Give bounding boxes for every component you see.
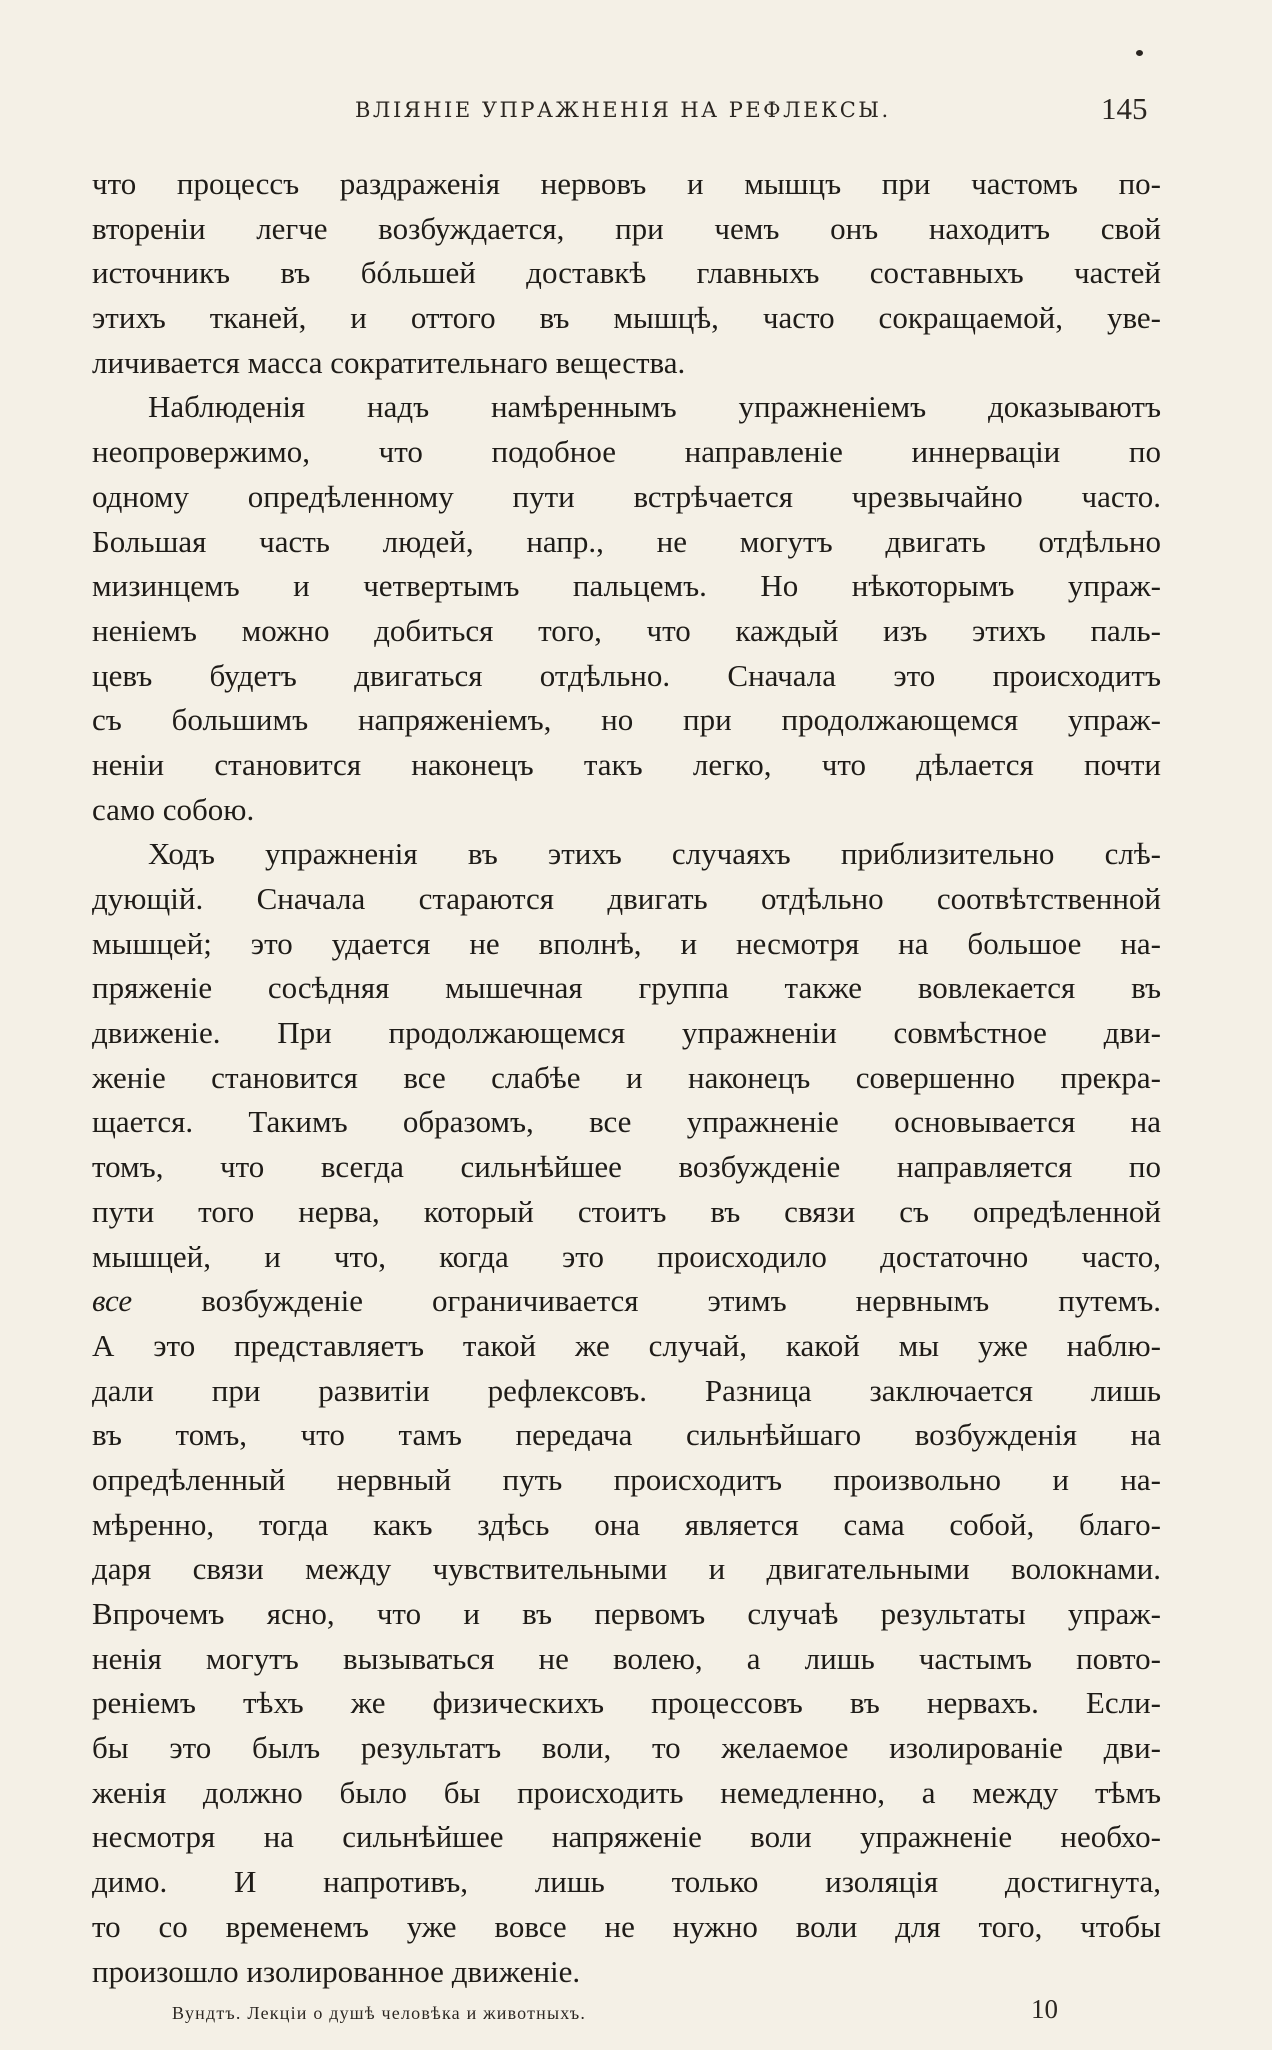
text-line: дали при развитіи рефлексовъ. Разница заключается лишь: [92, 1372, 1161, 1408]
text-line: источникъ въ бóльшей доставкѣ главныхъ составныхъ частей: [92, 255, 1161, 291]
text-line: движеніе. При продолжающемся упражненіи совмѣстное дви-: [92, 1015, 1161, 1051]
text-line: дующій. Сначала стараются двигать отдѣльно соотвѣтственной: [92, 881, 1161, 916]
text-line: само собою.: [92, 791, 255, 827]
emphasized-word: все: [92, 1283, 133, 1319]
text-line: произошло изолированное движеніе.: [92, 1953, 581, 1989]
paragraph-first-line: Наблюденія надъ намѣреннымъ упражненіемъ доказываютъ: [148, 389, 1161, 425]
text-line: даря связи между чувствительными и двигательными волокнами.: [92, 1551, 1161, 1587]
text-line: димо. И напротивъ, лишь только изоляція достигнута,: [92, 1864, 1161, 1900]
text-line: пряженіе сосѣдняя мышечная группа также вовлекается въ: [92, 970, 1161, 1006]
text-line: А это представляетъ такой же случай, какой мы уже наблю-: [92, 1327, 1161, 1363]
text-line: томъ, что всегда сильнѣйшее возбужденіе направляется по: [92, 1149, 1161, 1185]
text-line: мѣренно, тогда какъ здѣсь она является сама собой, благо-: [92, 1506, 1161, 1542]
text-line: щается. Такимъ образомъ, все упражненіе основывается на: [92, 1104, 1161, 1140]
signature-number: 10: [1031, 1994, 1058, 2024]
text-line: въ томъ, что тамъ передача сильнѣйшаго возбужденія на: [92, 1417, 1161, 1453]
text-line: то со временемъ уже вовсе не нужно воли для того, чтобы: [92, 1908, 1161, 1944]
text-line: женіе становится все слабѣе и наконецъ совершенно прекра-: [92, 1059, 1161, 1095]
text-line: опредѣленный нервный путь происходитъ произвольно и на-: [92, 1461, 1161, 1497]
text-line: несмотря на сильнѣйшее напряженіе воли упражненіе необхо-: [92, 1819, 1161, 1855]
text-line: втореніи легче возбуждается, при чемъ онъ находитъ свой: [92, 210, 1161, 246]
running-title: ВЛІЯНІЕ УПРАЖНЕНІЯ НА РЕФЛЕКСЫ.: [355, 98, 891, 122]
text-line: этихъ тканей, и оттого въ мышцѣ, часто сокращаемой, уве-: [92, 300, 1161, 336]
text-line: женія должно было бы происходить немедленно, а между тѣмъ: [92, 1774, 1161, 1810]
paragraph-first-line: Ходъ упражненія въ этихъ случаяхъ приблизительно слѣ-: [148, 836, 1161, 872]
text-line: цевъ будетъ двигаться отдѣльно. Сначала это происходитъ: [92, 657, 1161, 693]
text-line: одному опредѣленному пути встрѣчается чрезвычайно часто.: [92, 478, 1161, 514]
text-line: съ большимъ напряженіемъ, но при продолжающемся упраж-: [92, 702, 1161, 738]
page-number: 145: [1101, 91, 1148, 126]
text-line: бы это былъ результатъ воли, то желаемое изолированіе дви-: [92, 1730, 1161, 1766]
text-line: Впрочемъ ясно, что и въ первомъ случаѣ результаты упраж-: [92, 1596, 1161, 1631]
text-line: мышцей; это удается не вполнѣ, и несмотря на большое на-: [92, 925, 1161, 961]
text-line: личивается масса сократительнаго вещества.: [92, 344, 686, 380]
body-text: [92, 162, 1161, 1994]
text-line: Большая часть людей, напр., не могутъ двигать отдѣльно: [92, 523, 1161, 559]
text-line: ненія могутъ вызываться не волею, а лишь частымъ повто-: [92, 1640, 1161, 1676]
text-line: пути того нерва, который стоитъ въ связи съ опредѣленной: [92, 1193, 1161, 1229]
print-speck: [1136, 50, 1143, 56]
text-line: неопровержимо, что подобное направленіе иннерваціи по: [92, 434, 1161, 470]
text-line: что процессъ раздраженія нервовъ и мышцъ при частомъ по-: [92, 166, 1161, 201]
text-line: неніемъ можно добиться того, что каждый изъ этихъ паль-: [92, 612, 1161, 648]
text-line-rest: возбужденіе ограничивается этимъ нервнымъ путемъ.: [201, 1283, 1161, 1319]
signature-line: Вундтъ. Лекціи о душѣ человѣка и животныхъ.: [172, 2003, 587, 2023]
text-line: неніи становится наконецъ такъ легко, что дѣлается почти: [92, 746, 1161, 782]
text-line: мышцей, и что, когда это происходило достаточно часто,: [92, 1238, 1161, 1274]
text-line: мизинцемъ и четвертымъ пальцемъ. Но нѣкоторымъ упраж-: [92, 568, 1161, 604]
text-line-with-emphasis: [92, 1279, 1161, 1324]
text-line: реніемъ тѣхъ же физическихъ процессовъ въ нервахъ. Если-: [92, 1685, 1161, 1721]
